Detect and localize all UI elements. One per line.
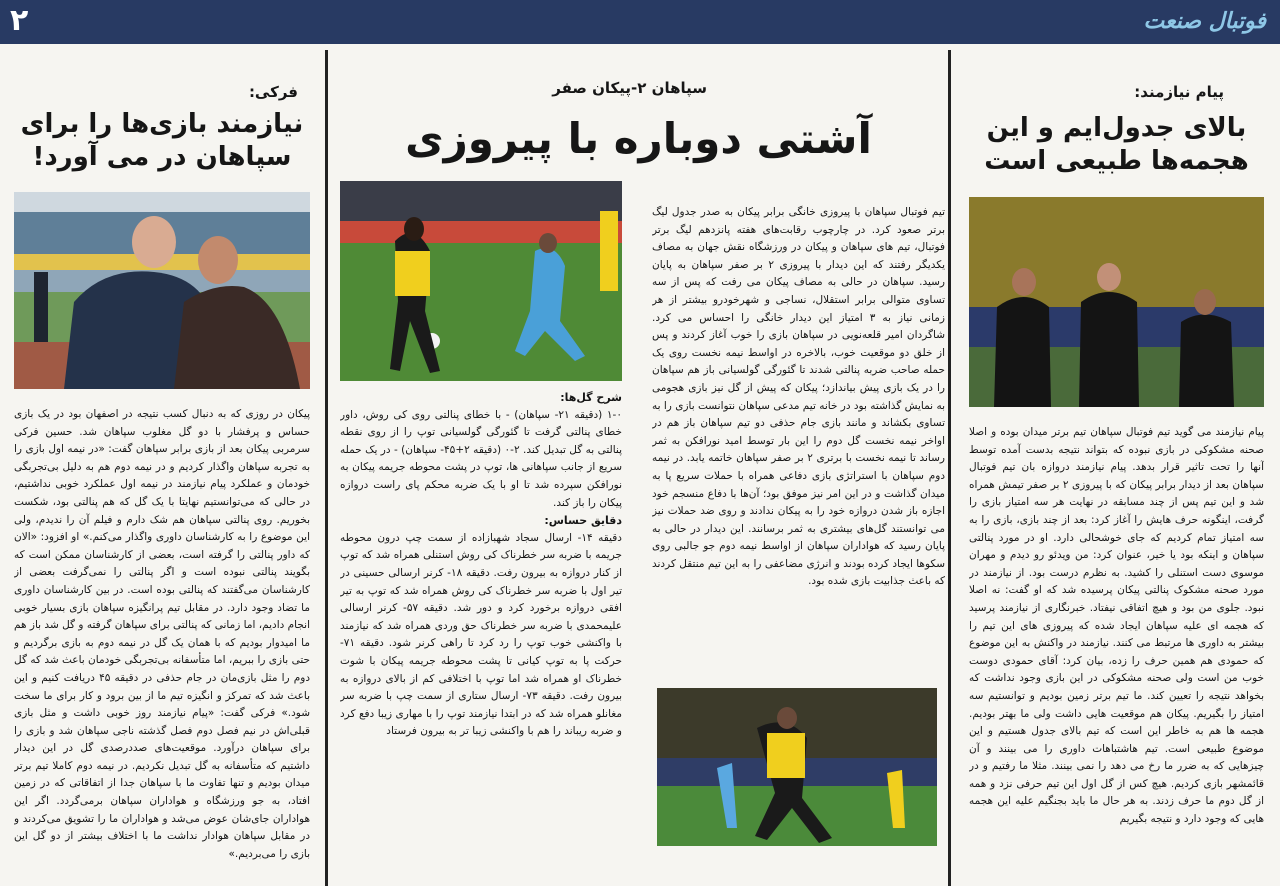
- moments-body: دقیقه ۱۴- ارسال سجاد شهبازاده از سمت چپ درون محوطه جریمه با ضربه سر خطرناک کی روش استنلی همراه شد که توپ از کنار دروازه به بیرون رفت. دقیقه ۱۸- کرنر ارسالی حسینی در تیر اول با ضربه سر خطرناک کی روش همراه شد که توپ به تیر افقی دروازه برخورد کرد و دور شد. دقیقه ۵۷- کرنر ارسالی علیمحمدی با ضربه سر خطرناک حق وردی همراه شد که نیازمند با واکنشی خوب توپ را رد کرد تا راهی کرنر شود. دقیقه ۷۱- حرکت پا به توپ کیانی تا پشت محوطه جریمه پیکان با شوت خطرناک او همراه شد اما توپ با اختلافی کم از بالای دروازه به بیرون رفت. دقیقه ۷۳- ارسال ستاری از سمت چپ با ضربه سر مغانلو همراه شد که در ابتدا نیازمند توپ را با مهاری زیبا دفع کرد و ضربه ریباند را هم با واکنشی زیبا تر به بیرون فرستاد: [340, 531, 622, 738]
- left-headline-line-2: سپاهان در می آورد!: [32, 142, 292, 172]
- article-left: [0, 44, 322, 886]
- middle-headline: آشتی دوباره با پیروزی: [405, 114, 872, 163]
- article-right: [953, 44, 1280, 886]
- right-kicker: پیام نیازمند:: [1134, 83, 1224, 101]
- goals-body: ۱-۰ (دقیقه ۲۱- سپاهان) - با خطای پنالتی روی کی روش، داور خطای پنالتی گرفت تا گئورگی گولسیانی توپ را از روی نقطه پنالتی به گل تبدیل کند. ۲-۰ (دقیقه ۲+۴۵- سپاهان) - در یک حمله سریع از جانب سپاهانی ها، توپ در پشت محوطه جریمه پیکان به نورافکن سپرده شد تا او با یک ضربه محکم پای راست دروازه پیکان را باز کند.: [340, 408, 622, 509]
- page-number: ۲: [10, 3, 29, 38]
- middle-kicker: سپاهان ۲-پیکان صفر: [552, 79, 707, 97]
- middle-body-left: [340, 389, 622, 881]
- middle-photo-goal-shot: [657, 688, 937, 846]
- right-headline-line-2: هجمه‌ها طبیعی است: [984, 146, 1249, 176]
- left-kicker: فرکی:: [248, 83, 298, 101]
- goals-title: شرح گل‌ها:: [560, 391, 622, 404]
- column-divider-left: [325, 50, 328, 886]
- right-headline-line-1: بالای جدول‌ایم و این: [986, 113, 1247, 143]
- right-body-paragraph: پیام نیازمند می گوید تیم فوتبال سپاهان تیم برتر میدان بوده و اصلا صحنه مشکوکی در بازی نبوده که بتواند نتیجه بدست آمده توسط آنها را تحت تاثیر قرار بدهد. پیام نیازمند دروازه بان تیم فوتبال سپاهان بعد از دیدار برابر پیکان که با پیروزی ۲ بر صفر تیمش همراه شد و این تیم پس از چند مسابقه در نهایت هر سه امتیاز بازی را گرفت، اینگونه حرف هایش را آغاز کرد: بعد از چند بازی، بازی را به سه امتیاز تمام کردیم که جای خوشحالی دارد. او در مورد پنالتی سپاهان و اینکه بود یا خیر، عنوان کرد: من ویدئو رو دیدم و مهران موسوی دست استنلی را کشید. به نظرم درست بود. از نیازمند در مورد صحنه مشکوک پنالتی پیکان پرسیده شد که او گفت: نه اصلا نبود. جلوی من بود و هیچ اتفاقی نیفتاد. خبرنگاری از نیازمند پرسید که هجمه ای علیه سپاهان ایجاد شده که پیروزی های این تیم را بیشتر به داوری ها مرتبط می کنند. نیازمند در واکنش به این موضوع که حمودی هم همین حرف را زده، بیان کرد: آقای حمودی دوست خوب من است ولی صحنه مشکوکی در این بازی وجود نداشت که بخواهد نتیجه را تعیین کند. ما تیم برتر زمین بودیم و توانستیم سه امتیاز را بگیریم. پیکان هم موقعیت هایی داشت ولی ما بهتر بودیم. هجمه ها هم به خاطر این است که تیم بالای جدول هستیم و این موضوع طبیعی است. تیم هاشتباهات داوری را می بینند و آن چیزهایی که به ضرر ما رخ می دهد را نمی بینند. مثلا ما رفتیم و در قائمشهر بازی کردیم. هیچ کس از گل اول این تیم حرفی نزد و همه از گل دوم ما حرف زدند. به هر حال ما باید بجنگیم علیه این هجمه هایی که وجود دارد و نتیجه بگیریم: [969, 426, 1264, 826]
- middle-photo-match-action: [340, 181, 622, 381]
- left-photo-coaches: [14, 192, 310, 389]
- brand-logo-text: فوتبال صنعت: [1143, 8, 1266, 34]
- left-headline-line-1: نیازمند بازی‌ها را برای: [20, 109, 304, 139]
- brand-logo: [1142, 6, 1270, 38]
- left-body-paragraph: پیکان در روزی که به دنبال کسب نتیجه در اصفهان بود در یک بازی حساس و پرفشار با دو گل مغلوب سپاهان شد. حسین فرکی سرمربی پیکان بعد از بازی برابر سپاهان گفت: «در نیمه اول بازی را به تجربه سپاهان واگذار کردیم و در نیمه دوم هم به دلیل بی‌تجربگی خودمان و عملکرد پیام نیازمند در نیمه اول عملکرد خوبی نداشتیم، در حالی که می‌توانستیم نهایتا با یک گل که هم پنالتی بود، شکست بخوریم. روی پنالتی سپاهان هم شک دارم و فیلم آن را ندیدم، ولی این موضوع را به کارشناسان داوری واگذار می‌کنم.» او افزود: «الان که داور پنالتی را گرفته است، بعضی از کارشناسان ممکن است که بگویند پنالتی نبوده است و اگر پنالتی را نمی‌گرفت بعضی از کارشناسان می‌گفتند که پنالتی بوده است. در بین کارشناسان داوری ما تضاد وجود دارد. در مقابل تیم پرانگیزه سپاهان بازی بسیار خوبی انجام دادیم، اما زمانی که پنالتی برای سپاهان گرفته و گل شد باز هم ما امیدوار بودیم که با همان یک گل در نیمه دوم به بازی برگردیم و حتی بازی را ببریم، اما متأسفانه بی‌تجربگی خودمان باعث شد که گل دوم را مثل بازی‌مان در جام حذفی در دقیقه ۴۵ دریافت کنیم و این باعث شد که تمرکز و انگیزه تیم ما از بین برود و کار برای ما سخت شود.» فرکی گفت: «پیام نیازمند روز خوبی داشت و مثل بازی قبلی‌اش در نیم فصل دوم فصل گذشته ناجی سپاهان شد و بازی را برای سپاهان درآورد. موقعیت‌های صددرصدی گل در این دیدار داشتیم که متأسفانه به گل تبدیل نکردیم. در نیمه دوم کاملا تیم برتر میدان بودیم و تنها تفاوت ما با سپاهان جدا از اتفاقاتی که در زمین افتاد، به جو ورزشگاه و هواداران سپاهان برمی‌گردد. اگر این هواداران جای‌شان عوض می‌شد و هواداران ما را تشویق می‌کردند و در مقابل سپاهان هوادار نداشت ما با اختلاف بیشتر از دو گل این بازی را می‌بردیم.»: [14, 408, 310, 860]
- left-body: [14, 406, 310, 884]
- right-photo-goalkeepers: [969, 197, 1264, 407]
- middle-body-paragraph: تیم فوتبال سپاهان با پیروزی خانگی برابر پیکان به صدر جدول لیگ برتر صعود کرد. در چارچوب رقابت‌های هفته پانزدهم لیگ برتر فوتبال، تیم های سپاهان و پیکان در ورزشگاه نقش جهان به مصاف یکدیگر رفتند که این دیدار با پیروزی ۲ بر صفر سپاهان به پایان رسید. سپاهان در حالی به مصاف پیکان می رفت که پس از سه تساوی متوالی برابر استقلال، نساجی و شهرخودرو بیشتر از هر زمانی نیاز به ۳ امتیاز این دیدار خانگی را احساس می کرد. شاگردان امیر قلعه‌نویی در سپاهان بازی را خوب آغاز کردند و پس از خلق دو موقعیت خوب، بالاخره در اواسط نیمه نخست روی یک حمله صاحب ضربه پنالتی شدند تا گئورگی گولسیانی باز هم سپاهان را در یک بازی پیش بیاندازد؛ پیکان که پیش از گل نیز بازی هجومی به نمایش گذاشته بود در خانه تیم مدعی سپاهان نتوانست بازی را به تساوی بکشاند و مانند بازی جام حذفی دو تیم سپاهان باز هم در اواخر نیمه نخست گل دوم را این بار توسط امید نورافکن به ثمر رساند تا نیمه نخست با برتری ۲ بر صفر سپاهان خاتمه یابد. در نیمه دوم سپاهان با استراتژی بازی دفاعی همراه با حملات سریع پا به میدان گذاشت و در این امر نیز موفق بود؛ آن‌ها با دفاع منسجم خود اجازه باز شدن دروازه خود را به پیکان ندادند و روی ضد حملات نیز می توانستند گل‌های بیشتری به ثمر برسانند. این دیدار در حالی به پایان رسید که هواداران سپاهان از اواسط نیمه دوم جو جالبی روی سکوها ایجاد کرده بودند و انرژی مضاعفی را به این تیم منتقل کردند که باعث جذابیت بازی شده بود.: [652, 206, 945, 588]
- left-headline: [14, 108, 310, 174]
- article-middle: [330, 44, 947, 886]
- middle-body-right: [652, 204, 945, 692]
- right-headline: [969, 112, 1264, 178]
- moments-title: دقایق حساس:: [544, 514, 622, 528]
- right-body: [969, 424, 1264, 884]
- column-divider-right: [948, 50, 951, 886]
- header-bar: [0, 0, 1280, 44]
